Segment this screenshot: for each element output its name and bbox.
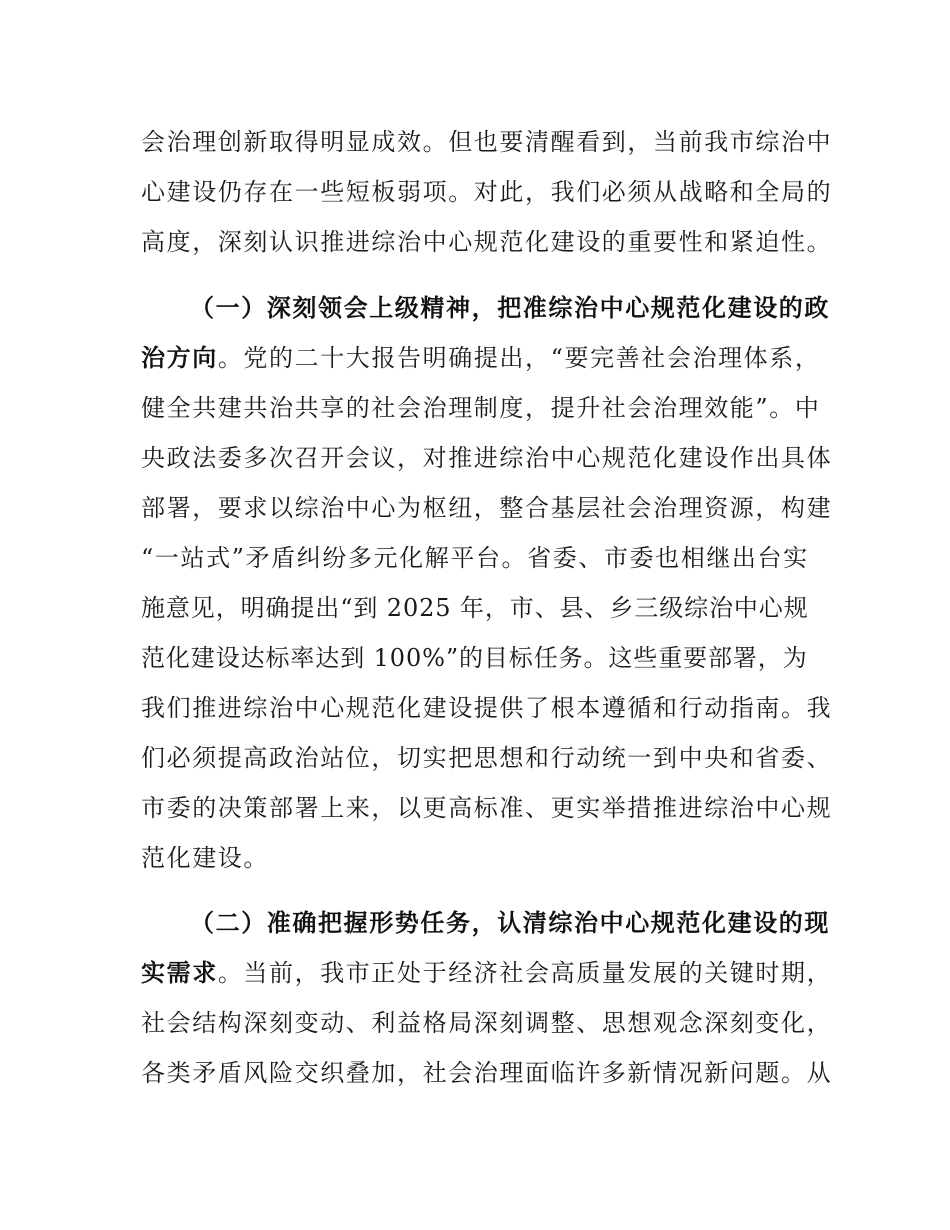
- paragraph-line: 范化建设达标率达到 100%”的目标任务。这些重要部署，为: [141, 644, 808, 672]
- paragraph-line: 部署，要求以综治中心为枢纽，整合基层社会治理资源，构建: [141, 494, 833, 522]
- paragraph-line: 心建设仍存在一些短板弱项。对此，我们必须从战略和全局的: [141, 178, 833, 206]
- paragraph-line: 施意见，明确提出“到 2025 年，市、县、乡三级综治中心规: [141, 594, 809, 622]
- paragraph-line: 健全共建共治共享的社会治理制度，提升社会治理效能”。中: [141, 394, 821, 422]
- paragraph-line: 高度，深刻认识推进综治中心规范化建设的重要性和紧迫性。: [141, 228, 833, 256]
- paragraph-line: “一站式”矛盾纠纷多元化解平台。省委、市委也相继出台实: [141, 544, 809, 572]
- paragraph-line: 们必须提高政治站位，切实把思想和行动统一到中央和省委、: [141, 744, 833, 772]
- paragraph-line: 央政法委多次召开会议，对推进综治中心规范化建设作出具体: [141, 444, 833, 472]
- section-heading-continuation: 实需求: [141, 959, 218, 987]
- paragraph-text: 。党的二十大报告明确提出，“要完善社会治理体系，: [217, 344, 821, 372]
- section-heading: （一）深刻领会上级精神，把准综治中心规范化建设的政: [190, 294, 830, 322]
- paragraph-line: 我们推进综治中心规范化建设提供了根本遵循和行动指南。我: [141, 694, 833, 722]
- paragraph-line: [141, 953, 833, 993]
- paragraph-line: 市委的决策部署上来，以更高标准、更实举措推进综治中心规: [141, 794, 833, 822]
- paragraph-line: 各类矛盾风险交织叠加，社会治理面临许多新情况新问题。从: [141, 1059, 833, 1087]
- paragraph-line: 范化建设。: [141, 844, 269, 872]
- section-heading: （二）准确把握形势任务，认清综治中心规范化建设的现: [190, 909, 830, 937]
- paragraph-line: 社会结构深刻变动、利益格局深刻调整、思想观念深刻变化，: [141, 1009, 833, 1037]
- paragraph-line: 会治理创新取得明显成效。但也要清醒看到，当前我市综治中: [141, 128, 833, 156]
- section-heading-continuation: 治方向: [141, 344, 218, 372]
- paragraph-text: 。当前，我市正处于经济社会高质量发展的关键时期，: [217, 959, 833, 987]
- paragraph-line: [141, 338, 821, 378]
